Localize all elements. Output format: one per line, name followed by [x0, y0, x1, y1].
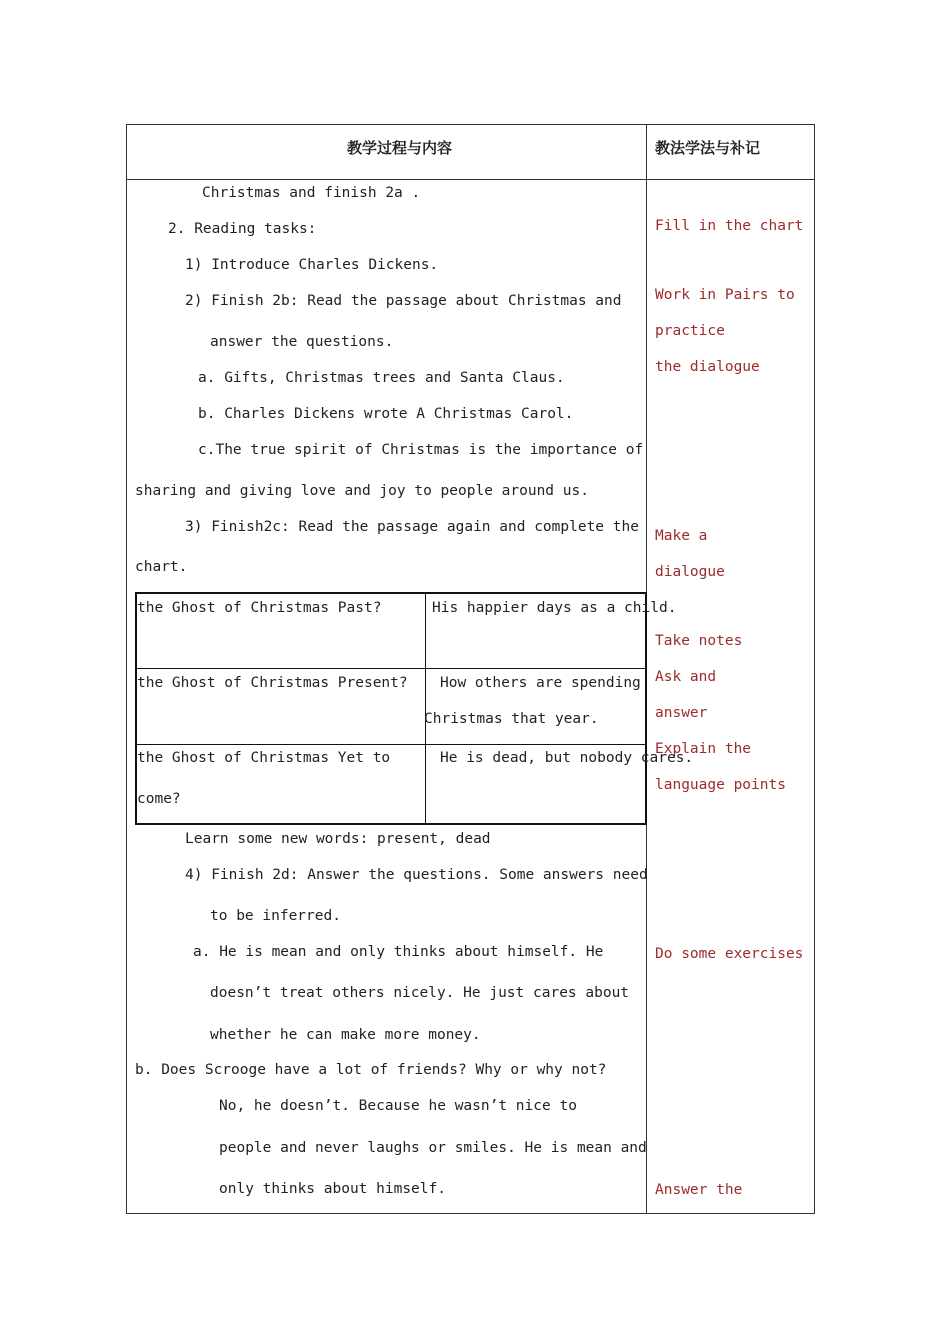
- line-1: Christmas and finish 2a .: [202, 185, 421, 201]
- note-dialogue: the dialogue: [655, 359, 760, 375]
- header-right: 教法学法与补记: [655, 139, 761, 157]
- note-work-pairs: Work in Pairs to: [655, 287, 795, 303]
- chart-col-divider: [425, 594, 426, 823]
- chart-row-divider: [137, 668, 645, 669]
- line-2: 2. Reading tasks:: [168, 221, 317, 237]
- line-8: c.The true spirit of Christmas is the importance of: [198, 442, 644, 458]
- note-ask-and: Ask and: [655, 669, 717, 685]
- chart-a-past: His happier days as a child.: [432, 600, 677, 616]
- note-take-notes: Take notes: [655, 633, 743, 649]
- line-5: answer the questions.: [210, 334, 394, 350]
- line-13: 4) Finish 2d: Answer the questions. Some answers need: [185, 867, 648, 883]
- line-9: sharing and giving love and joy to people around us.: [135, 483, 589, 499]
- ghost-chart: [135, 592, 647, 825]
- chart-a-present-2: Christmas that year.: [424, 711, 599, 727]
- chart-q-present: the Ghost of Christmas Present?: [137, 675, 408, 691]
- note-make-a: Make a: [655, 528, 708, 544]
- note-answer-the: Answer the: [655, 1182, 743, 1198]
- chart-a-yet: He is dead, but nobody cares.: [440, 750, 694, 766]
- line-21: only thinks about himself.: [219, 1181, 446, 1197]
- line-11: chart.: [135, 559, 188, 575]
- chart-q-yet-2: come?: [137, 791, 181, 807]
- note-language-points: language points: [655, 777, 786, 793]
- line-12: Learn some new words: present, dead: [185, 831, 491, 847]
- line-6: a. Gifts, Christmas trees and Santa Claus.: [198, 370, 565, 386]
- note-answer: answer: [655, 705, 708, 721]
- line-19: No, he doesn’t. Because he wasn’t nice to: [219, 1098, 577, 1114]
- line-10: 3) Finish2c: Read the passage again and complete the: [185, 519, 639, 535]
- line-15: a. He is mean and only thinks about himself. He: [193, 944, 604, 960]
- chart-a-present-1: How others are spending: [440, 675, 641, 691]
- line-3: 1) Introduce Charles Dickens.: [185, 257, 439, 273]
- line-4: 2) Finish 2b: Read the passage about Christmas and: [185, 293, 622, 309]
- chart-q-yet-1: the Ghost of Christmas Yet to: [137, 750, 391, 766]
- header-divider: [126, 179, 815, 180]
- note-fill-chart: Fill in the chart: [655, 218, 804, 234]
- note-practice: practice: [655, 323, 725, 339]
- line-14: to be inferred.: [210, 908, 341, 924]
- chart-row-divider: [137, 744, 645, 745]
- line-20: people and never laughs or smiles. He is mean and: [219, 1140, 647, 1156]
- line-7: b. Charles Dickens wrote A Christmas Carol.: [198, 406, 574, 422]
- note-explain: Explain the: [655, 741, 752, 757]
- line-17: whether he can make more money.: [210, 1027, 481, 1043]
- line-16: doesn’t treat others nicely. He just cares about: [210, 985, 630, 1001]
- header-left: 教学过程与内容: [347, 139, 453, 157]
- note-make-dialogue: dialogue: [655, 564, 725, 580]
- note-exercises: Do some exercises: [655, 946, 804, 962]
- chart-q-past: the Ghost of Christmas Past?: [137, 600, 382, 616]
- line-18: b. Does Scrooge have a lot of friends? Why or why not?: [135, 1062, 607, 1078]
